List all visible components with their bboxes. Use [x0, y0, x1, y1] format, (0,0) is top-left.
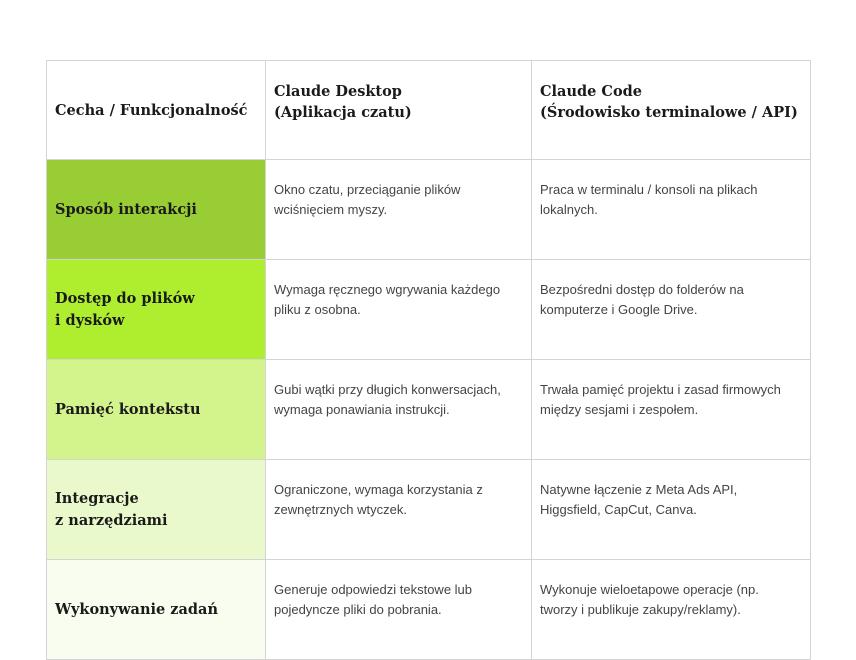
header-claude-code [532, 61, 811, 160]
feature-label: Integracje [55, 489, 139, 507]
desktop-cell [266, 460, 532, 560]
table-row [47, 260, 811, 360]
header-claude-desktop-subtitle: (Aplikacja czatu) [274, 104, 412, 121]
header-claude-code-subtitle: (Środowisko terminalowe / API) [540, 104, 798, 121]
desktop-text-cont: zewnętrznych wtyczek. [274, 501, 407, 517]
code-cell [532, 160, 811, 260]
code-text-cont: między sesjami i zespołem. [540, 401, 699, 417]
desktop-text-cont: pojedyncze pliki do pobrania. [274, 601, 442, 617]
table-row [47, 560, 811, 660]
header-claude-desktop [266, 61, 532, 160]
desktop-cell [266, 560, 532, 660]
desktop-text-cont: wciśnięciem myszy. [274, 201, 388, 217]
desktop-text-cont: pliku z osobna. [274, 301, 361, 317]
code-cell [532, 260, 811, 360]
table-row [47, 360, 811, 460]
desktop-cell [266, 360, 532, 460]
code-text: Praca w terminalu / konsoli na plikach [540, 182, 758, 197]
code-text: Wykonuje wieloetapowe operacje (np. [540, 582, 759, 597]
feature-label-cont: z narzędziami [55, 511, 168, 529]
desktop-text: Generuje odpowiedzi tekstowe lub [274, 582, 473, 597]
feature-label: Wykonywanie zadań [55, 600, 218, 618]
comparison-table [46, 60, 811, 660]
feature-cell [47, 360, 266, 460]
code-text-cont: lokalnych. [540, 201, 598, 217]
feature-label: Pamięć kontekstu [55, 400, 201, 418]
header-row [47, 61, 811, 160]
desktop-text: Gubi wątki przy długich konwersacjach, [274, 382, 501, 397]
table-row [47, 160, 811, 260]
header-claude-desktop-title: Claude Desktop [274, 83, 402, 100]
code-text: Trwała pamięć projektu i zasad firmowych [540, 382, 781, 397]
desktop-text: Wymaga ręcznego wgrywania każdego [274, 282, 501, 297]
feature-cell [47, 260, 266, 360]
header-feature: Cecha / Funkcjonalność [47, 61, 266, 160]
desktop-text-cont: wymaga ponawiania instrukcji. [274, 401, 450, 417]
code-text-cont: tworzy i publikuje zakupy/reklamy). [540, 601, 741, 617]
code-text-cont: komputerze i Google Drive. [540, 301, 698, 317]
feature-label: Dostęp do plików [55, 289, 195, 307]
table-row [47, 460, 811, 560]
feature-label-cont: i dysków [55, 311, 125, 329]
code-text-cont: Higgsfield, CapCut, Canva. [540, 501, 697, 517]
header-claude-code-title: Claude Code [540, 83, 642, 100]
desktop-cell [266, 160, 532, 260]
code-text: Natywne łączenie z Meta Ads API, [540, 482, 738, 497]
feature-cell [47, 160, 266, 260]
code-cell [532, 360, 811, 460]
desktop-text: Okno czatu, przeciąganie plików [274, 182, 461, 197]
desktop-cell [266, 260, 532, 360]
code-text: Bezpośredni dostęp do folderów na [540, 282, 744, 297]
feature-cell [47, 460, 266, 560]
code-cell [532, 560, 811, 660]
feature-cell [47, 560, 266, 660]
desktop-text: Ograniczone, wymaga korzystania z [274, 482, 483, 497]
code-cell [532, 460, 811, 560]
feature-label: Sposób interakcji [55, 200, 197, 218]
